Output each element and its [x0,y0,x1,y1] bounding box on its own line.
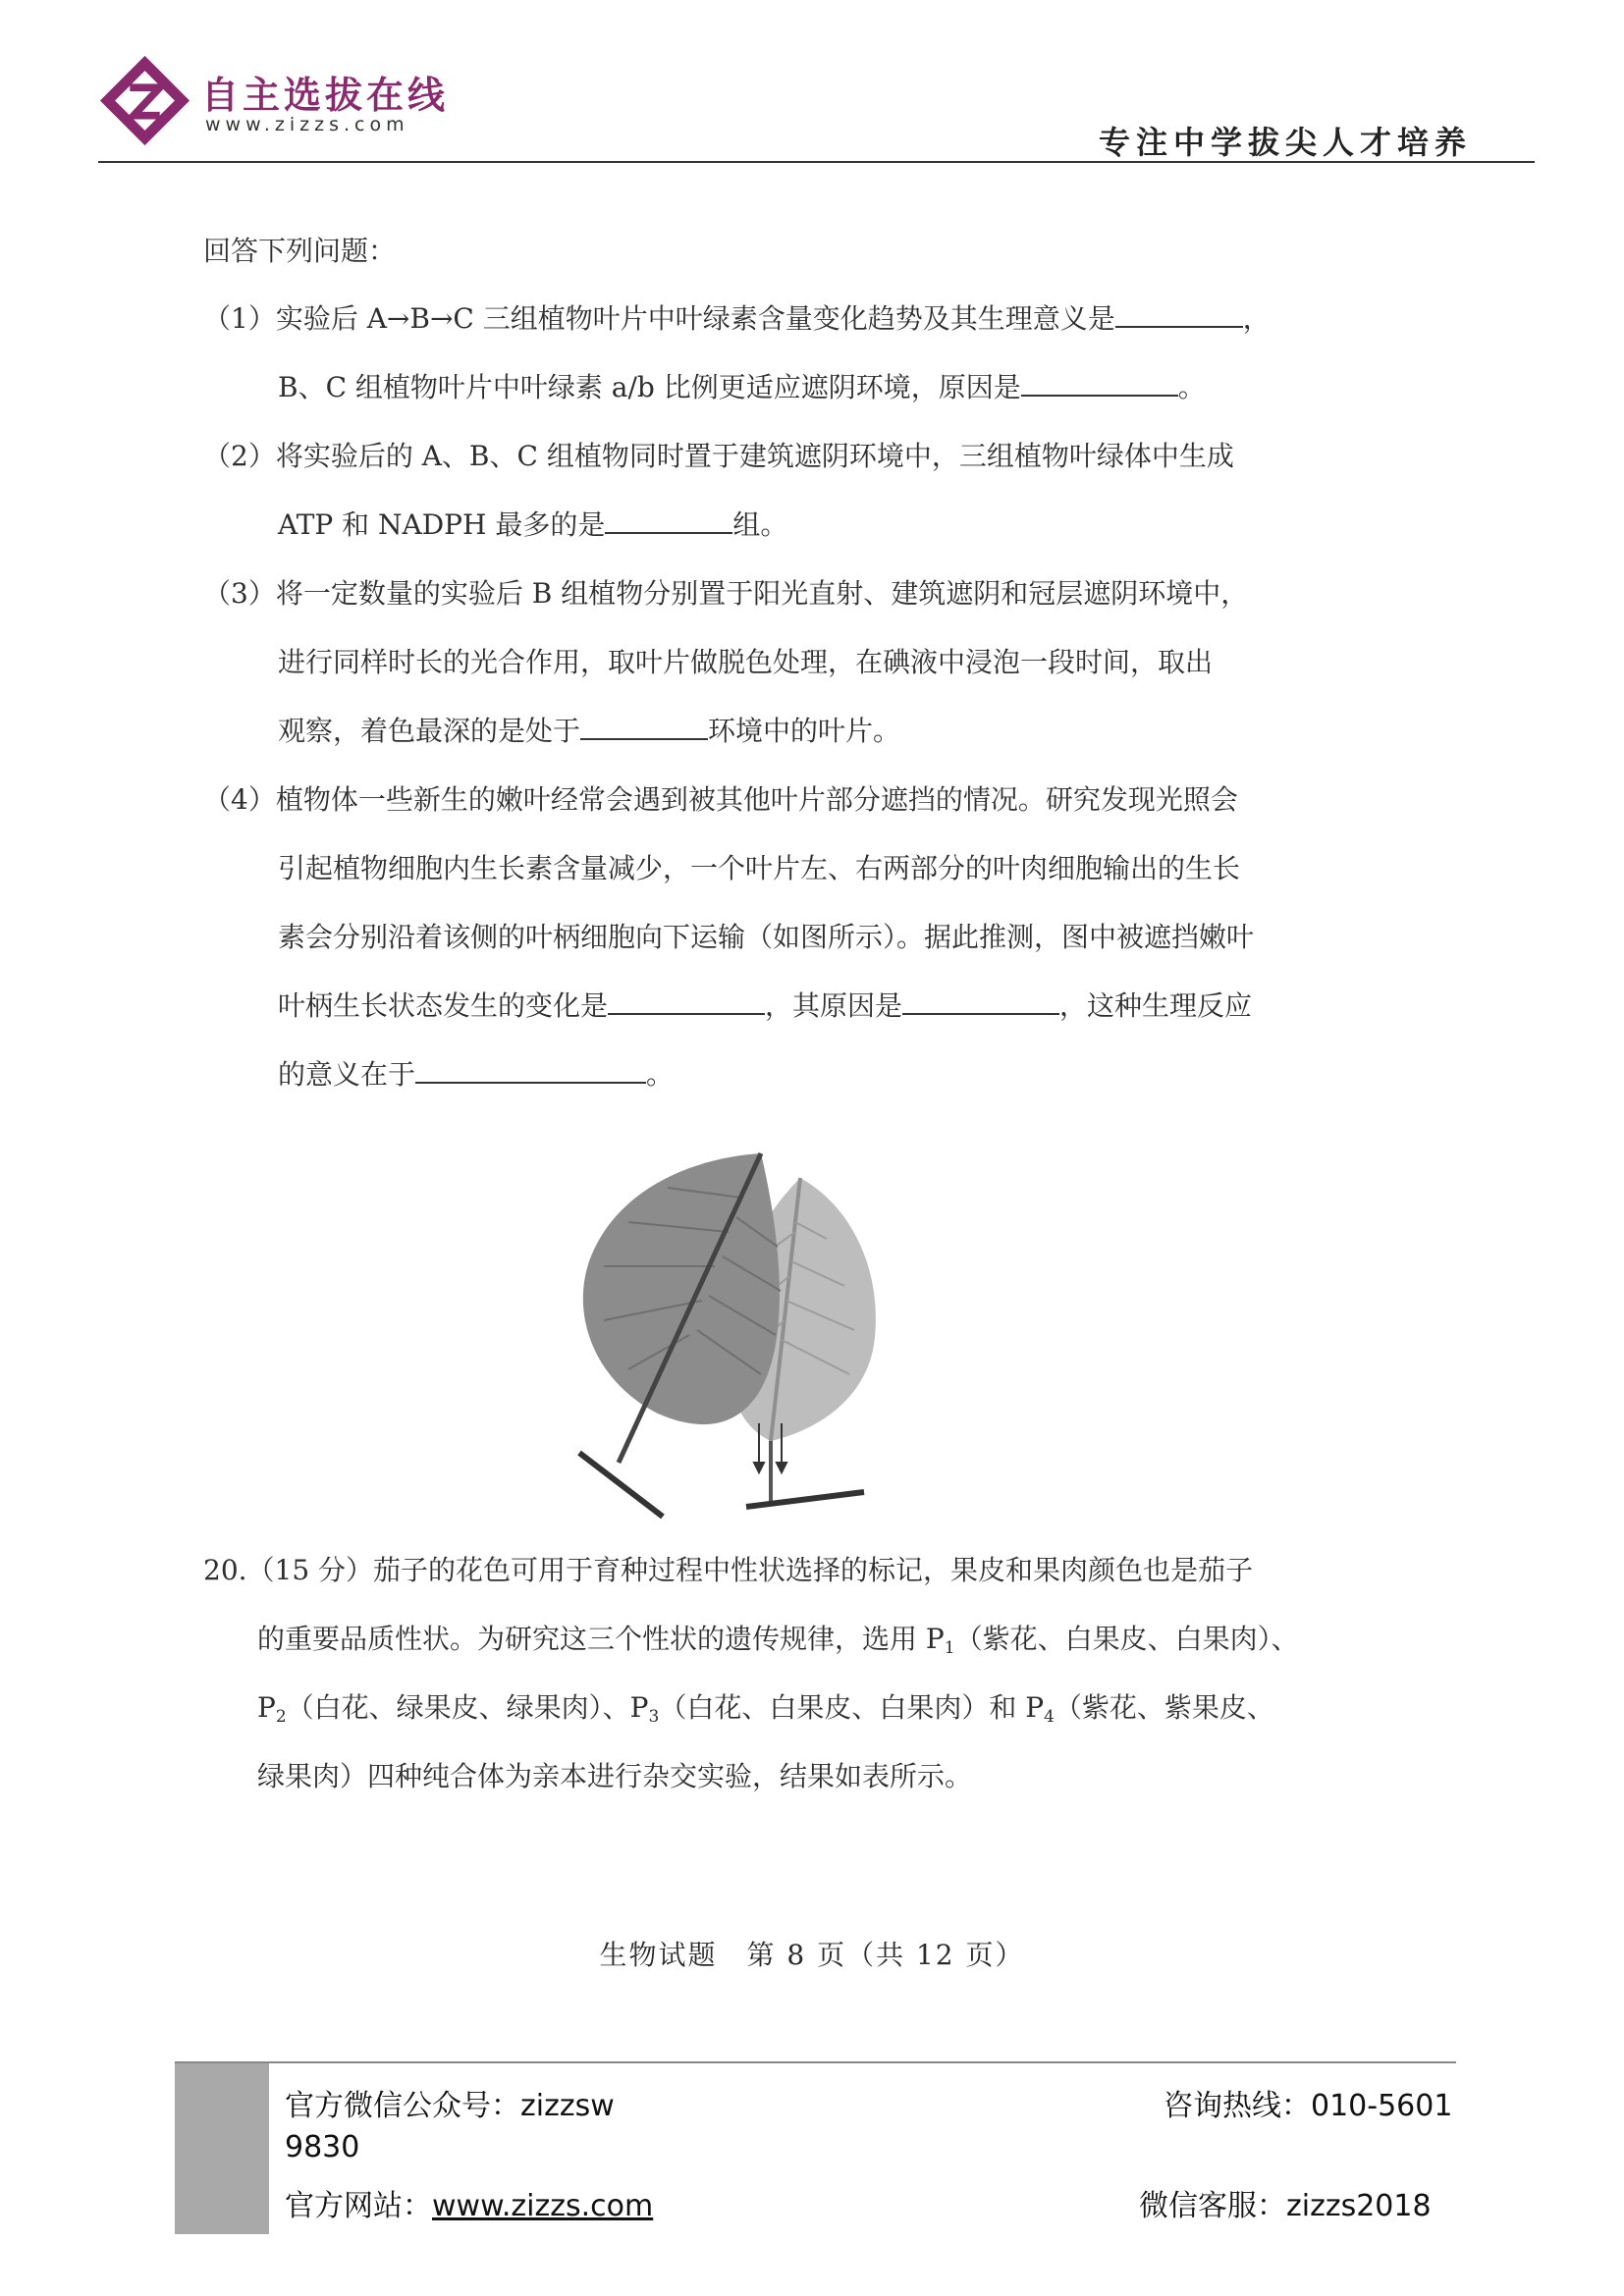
zizzs-logo-icon [98,54,191,147]
q4-line-3: 素会分别沿着该侧的叶柄细胞向下运输（如图所示）。据此推测，图中被遮挡嫩叶 [278,921,1255,953]
header-slogan: 专注中学拔尖人才培养 [1098,124,1472,161]
answer-blank[interactable] [608,988,765,1015]
answer-blank[interactable] [1021,369,1178,397]
page-number: 生物试题 第 8 页（共 12 页） [599,1939,1025,1971]
brand-name: 自主选拔在线 [201,73,450,117]
q20-line-2: 的重要品质性状。为研究这三个性状的遗传规律，选用 $P_1$（紫花、白果皮、白果肉）、 [257,1623,1299,1658]
q20-line-3: $P_2$（白花、绿果皮、绿果肉）、$P_3$（白花、白果皮、白果肉）和 $P_4$（紫花、紫果皮、 [257,1691,1274,1727]
footer-website: 官方网站：www.zizzs.com [285,2189,654,2223]
q2-line-1: （2）将实验后的 A、B、C 组植物同时置于建筑遮阴环境中，三组植物叶绿体中生成 [203,440,1234,472]
q4-line-1: （4）植物体一些新生的嫩叶经常会遇到被其他叶片部分遮挡的情况。研究发现光照会 [203,783,1238,816]
footer-divider [175,2061,1456,2063]
q4-line-2: 引起植物细胞内生长素含量减少，一个叶片左、右两部分的叶肉细胞输出的生长 [278,852,1241,884]
q3-line-3: 观察，着色最深的是处于 环境中的叶片。 [278,715,901,747]
q1-line-2: B、C 组植物叶片中叶绿素 a/b 比例更适应遮阴环境，原因是 。 [278,371,1206,403]
footer-website-link[interactable]: www.zizzs.com [432,2189,654,2223]
leaf-diagram [560,1129,943,1522]
q3-line-2: 进行同样时长的光合作用，取叶片做脱色处理，在碘液中浸泡一段时间，取出 [278,646,1214,678]
answer-blank[interactable] [1115,300,1243,328]
q4-line-4: 叶柄生长状态发生的变化是 ，其原因是 ，这种生理反应 [278,989,1253,1022]
intro-text: 回答下列问题： [203,235,397,267]
answer-blank[interactable] [605,507,732,534]
front-leaf [583,1153,780,1424]
q20-line-1: 20.（15 分）茄子的花色可用于育种过程中性状选择的标记，果皮和果肉颜色也是茄子 [203,1554,1254,1586]
answer-blank[interactable] [902,988,1059,1015]
q20-line-4: 绿果肉）四种纯合体为亲本进行杂交实验，结果如表所示。 [257,1760,973,1792]
q2-line-2: ATP 和 NADPH 最多的是 组。 [278,508,788,541]
footer-accent-bar [175,2063,269,2234]
footer-wechat-official-cont: 9830 [285,2130,360,2164]
brand-url[interactable]: www.zizzs.com [205,114,409,135]
answer-blank[interactable] [415,1056,646,1084]
footer-wechat-official: 官方微信公众号：zizzsw [285,2089,615,2123]
footer-wechat-service: 微信客服：zizzs2018 [1139,2189,1432,2223]
q3-line-1: （3）将一定数量的实验后 B 组植物分别置于阳光直射、建筑遮阴和冠层遮阴环境中， [203,577,1249,610]
q4-line-5: 的意义在于 。 [278,1058,675,1091]
header-divider [98,161,1535,163]
footer-hotline: 咨询热线：010-5601 [1164,2089,1453,2123]
q1-line-1: （1）实验后 A→B→C 三组植物叶片中叶绿素含量变化趋势及其生理意义是 ， [203,302,1271,335]
answer-blank[interactable] [580,713,708,740]
